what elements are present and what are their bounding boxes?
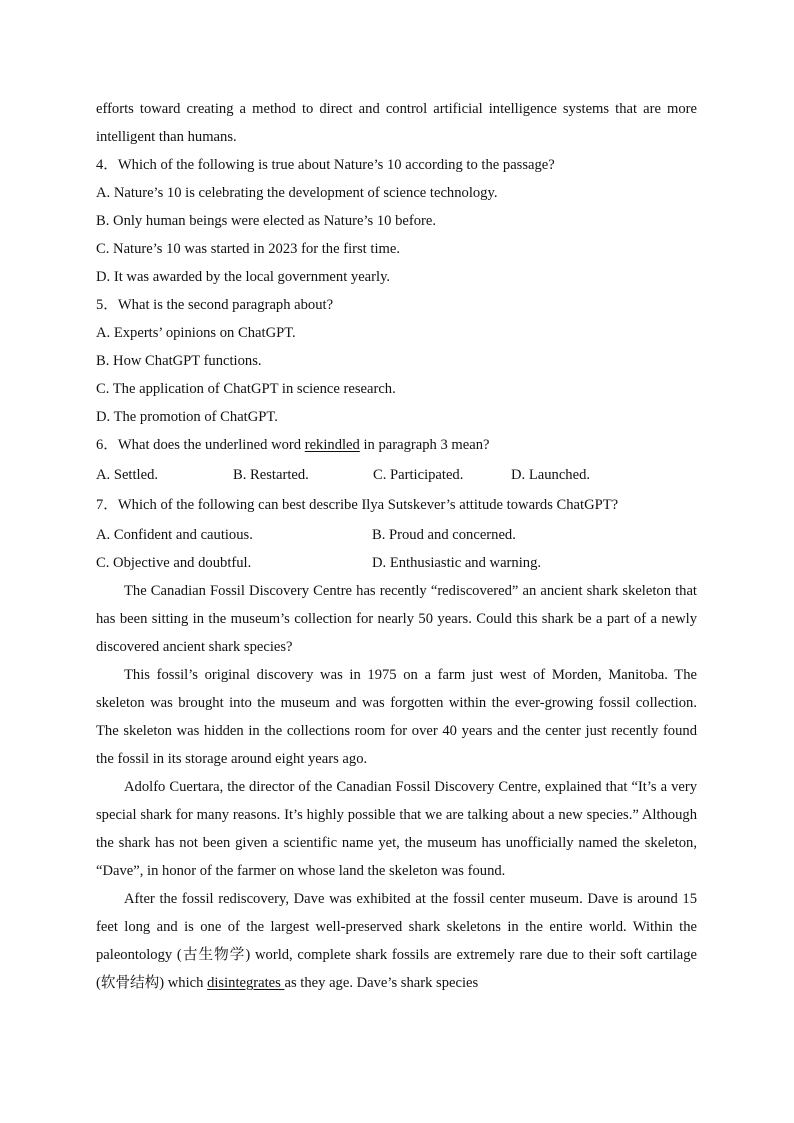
passage-paragraph-3: Adolfo Cuertara, the director of the Canadian Fossil Discovery Centre, explained that “It’s a very special shark for many reasons. It’s highly possible that we are talking about a new species.” Although the shark has not been given a scientific name yet, the museum has unofficially named the skeleton, “Dave”, in honor of the farmer on whose land the skeleton was found. bbox=[96, 779, 697, 879]
question-7-options-row-2 bbox=[96, 549, 697, 577]
question-4-stem: 4．Which of the following is true about Nature’s 10 according to the passage? bbox=[96, 157, 555, 173]
question-7-option-b: B. Proud and concerned. bbox=[372, 527, 516, 543]
question-4-option-d: D. It was awarded by the local government yearly. bbox=[96, 269, 391, 285]
passage-paragraph-4 bbox=[96, 885, 697, 997]
question-4-option-b: B. Only human beings were elected as Nature’s 10 before. bbox=[96, 213, 437, 229]
question-7 bbox=[96, 489, 697, 577]
question-6-option-c: C. Participated. bbox=[373, 467, 464, 483]
question-4-option-c: C. Nature’s 10 was started in 2023 for the first time. bbox=[96, 241, 400, 257]
passage-paragraph-4-before: After the fossil rediscovery, Dave was exhibited at the fossil center museum. Dave is around 15 feet long and is one of the largest well-preserved shark skeletons in the entire world. Within the paleontology (古生物学) world, complete shark fossils are extremely rare due to their soft cartilage (软骨结构) which bbox=[96, 891, 697, 991]
question-7-stem: 7．Which of the following can best describe Ilya Sutskever’s attitude towards ChatGPT? bbox=[96, 497, 619, 513]
question-5-stem: 5．What is the second paragraph about? bbox=[96, 297, 334, 313]
question-7-options-row-1 bbox=[96, 521, 697, 549]
question-4 bbox=[96, 151, 697, 291]
passage-paragraph-1: The Canadian Fossil Discovery Centre has recently “rediscovered” an ancient shark skeleton that has been sitting in the museum’s collection for nearly 50 years. Could this shark be a part of a newly discovered ancient shark species? bbox=[96, 583, 697, 655]
question-6-stem-after: in paragraph 3 mean? bbox=[359, 437, 490, 453]
question-6-stem bbox=[96, 431, 697, 459]
question-4-option-a: A. Nature’s 10 is celebrating the development of science technology. bbox=[96, 185, 498, 201]
question-5 bbox=[96, 291, 697, 431]
underlined-word-disintegrates: disintegrates bbox=[207, 975, 285, 991]
question-6 bbox=[96, 431, 697, 489]
question-7-option-a: A. Confident and cautious. bbox=[96, 527, 253, 543]
question-5-option-c: C. The application of ChatGPT in science research. bbox=[96, 381, 396, 397]
question-5-option-a: A. Experts’ opinions on ChatGPT. bbox=[96, 325, 296, 341]
question-5-option-b: B. How ChatGPT functions. bbox=[96, 353, 262, 369]
passage-paragraph-2: This fossil’s original discovery was in 1975 on a farm just west of Morden, Manitoba. The skeleton was brought into the museum and was forgotten within the ever-growing fossil collection. The skeleton was hidden in the collections room for over 40 years and the center just recently found the fossil in its storage around eight years ago. bbox=[96, 667, 697, 767]
question-7-option-d: D. Enthusiastic and warning. bbox=[372, 555, 542, 571]
passage-paragraph-4-after: as they age. Dave’s shark species bbox=[284, 975, 479, 991]
question-6-option-a: A. Settled. bbox=[96, 467, 159, 483]
exam-page bbox=[96, 95, 697, 997]
question-6-option-d: D. Launched. bbox=[511, 467, 591, 483]
question-5-option-d: D. The promotion of ChatGPT. bbox=[96, 409, 278, 425]
question-6-options bbox=[96, 461, 697, 489]
underlined-word-rekindled: rekindled bbox=[304, 437, 360, 453]
question-7-option-c: C. Objective and doubtful. bbox=[96, 555, 252, 571]
intro-paragraph: efforts toward creating a method to direct and control artificial intelligence systems that are more intelligent than humans. bbox=[96, 101, 697, 145]
question-6-option-b: B. Restarted. bbox=[233, 467, 309, 483]
question-6-stem-before: 6．What does the underlined word bbox=[96, 437, 305, 453]
